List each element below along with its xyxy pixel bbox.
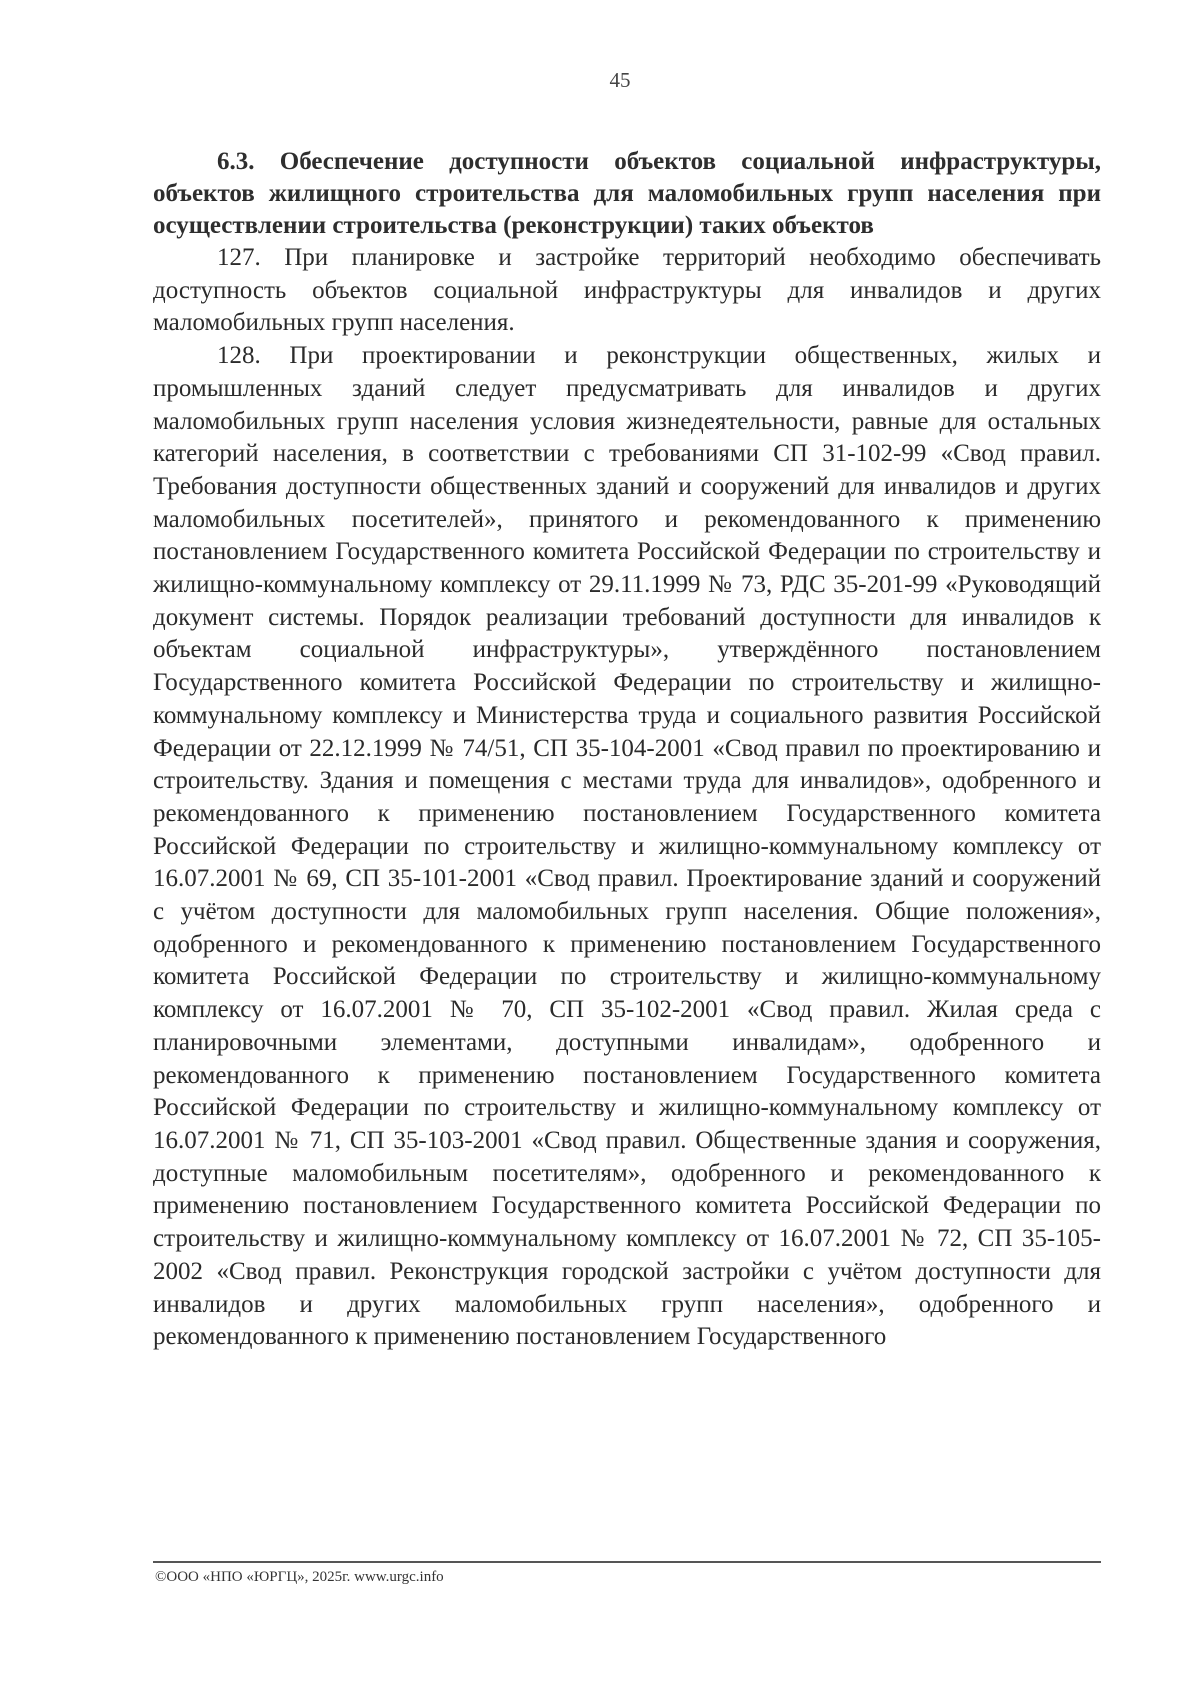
section-heading: 6.3. Обеспечение доступности объектов социальной инфраструктуры, объектов жилищного строительства для маломобильных групп населения при осуществлении строительства (реконструкции) таких объектов (153, 148, 1101, 239)
page-number: 45 (609, 68, 631, 92)
paragraph-128: 128. При проектировании и реконструкции общественных, жилых и промышленных зданий следует предусматривать для инвалидов и других маломобильных групп населения условия жизнедеятельности, равные для остальных категорий населения, в соответствии с требованиями СП 31-102-99 «Свод правил. Требования доступности общественных зданий и сооружений для инвалидов и других маломобильных посетителей», принятого и рекомендованного к применению постановлением Государственного комитета Российской Федерации по строительству и жилищно-коммунальному комплексу от 29.11.1999 № 73, РДС 35-201-99 «Руководящий документ системы. Порядок реализации требований доступности для инвалидов к объектам социальной инфраструктуры», утверждённого постановлением Государственного комитета Российской Федерации по строительству и жилищно-коммунальному комплексу и Министерства труда и социального развития Российской Федерации от 22.12.1999 № 74/51, СП 35-104-2001 «Свод правил по проектированию и строительству. Здания и помещения с местами труда для инвалидов», одобренного и рекомендованного к применению постановлением Государственного комитета Российской Федерации по строительству и жилищно-коммунальному комплексу от 16.07.2001 № 69, СП 35-101-2001 «Свод правил. Проектирование зданий и сооружений с учётом доступности для маломобильных групп населения. Общие положения», одобренного и рекомендованного к применению постановлением Государственного комитета Российской Федерации по строительству и жилищно-коммунальному комплексу от 16.07.2001 № 70, СП 35-102-2001 «Свод правил. Жилая среда с планировочными элементами, доступными инвалидам», одобренного и рекомендованного к применению постановлением Государственного комитета Российской Федерации по строительству и жилищно-коммунальному комплексу от 16.07.2001 № 71, СП 35-103-2001 «Свод правил. Общественные здания и сооружения, доступные маломобильным посетителям», одобренного и рекомендованного к применению постановлением Государственного комитета Российской Федерации по строительству и жилищно-коммунальному комплексу от 16.07.2001 № 72, СП 35-105-2002 «Свод правил. Реконструкция городской застройки с учётом доступности для инвалидов и других маломобильных групп населения», одобренного и рекомендованного к применению постановлением Государственного (153, 342, 1101, 1351)
footer-divider (153, 1561, 1101, 1563)
paragraph-127: 127. При планировке и застройке территорий необходимо обеспечивать доступность объектов социальной инфраструктуры для инвалидов и других маломобильных групп населения. (153, 244, 1101, 337)
footer-copyright: ©ООО «НПО «ЮРГЦ», 2025г. www.urgc.info (155, 1569, 444, 1585)
page-content (153, 146, 1101, 1354)
